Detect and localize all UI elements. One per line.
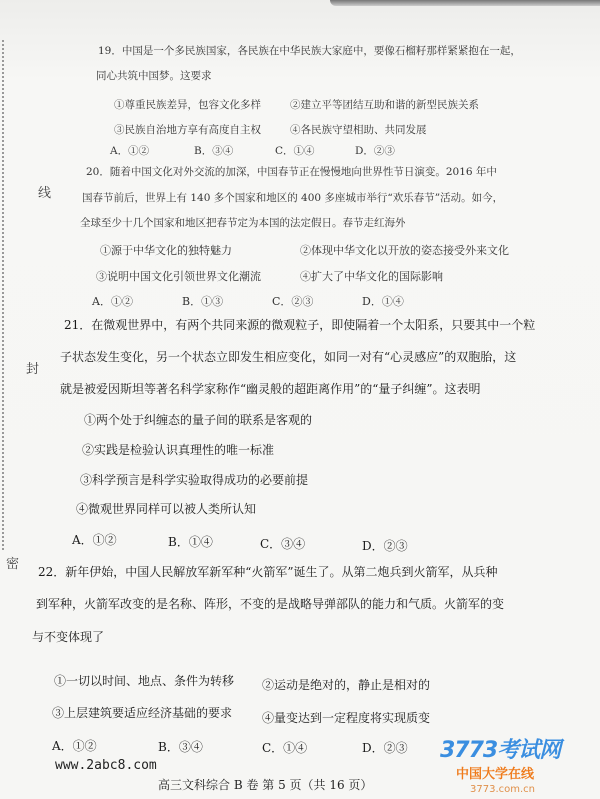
statement: ②体现中华文化以开放的姿态接受外来文化 xyxy=(300,244,509,257)
question-text: 20．随着中国文化对外交流的加深，中国春节正在慢慢地向世界性节日演变。2016 年中 xyxy=(86,166,497,178)
option-a: A．①② xyxy=(110,145,150,157)
question-text: 19．中国是一个多民族国家，各民族在中华民族大家庭中，要像石榴籽那样紧紧抱在一起， xyxy=(98,45,521,57)
question-text: 全球至少十几个国家和地区把春节定为本国的法定假日。春节走红海外 xyxy=(80,217,406,229)
margin-mark-mi: 密 xyxy=(6,557,20,572)
question-text: 到军种，火箭军改变的是名称、阵形，不变的是战略导弹部队的能力和气质。火箭军的变 xyxy=(36,597,505,611)
option-b: B．①③ xyxy=(182,295,224,308)
option-a: A．①② xyxy=(72,533,117,547)
watermark-2abc8: www.2abc8.com xyxy=(55,758,157,773)
statement: ①两个处于纠缠态的量子间的联系是客观的 xyxy=(84,413,313,427)
option-d: D．②③ xyxy=(362,539,408,553)
option-c: C．③④ xyxy=(260,537,306,551)
option-a: A．①② xyxy=(52,739,97,753)
question-text: 22．新年伊始，中国人民解放军新军种“火箭军”诞生了。从第二炮兵到火箭军，从兵种 xyxy=(38,565,498,579)
question-text: 国春节前后，世界上有 140 多个国家和地区的 400 多座城市举行“欢乐春节”活动。如今， xyxy=(82,192,504,204)
question-text: 子状态发生变化，另一个状态立即发生相应变化，如同一对有“心灵感应”的双胞胎，这 xyxy=(60,350,517,364)
statement: ④量变达到一定程度将实现质变 xyxy=(262,711,431,725)
watermark-3773-url: 3773.com.cn xyxy=(470,784,535,795)
statement: ①尊重民族差异，包容文化多样 xyxy=(114,99,261,111)
page-curl-shadow xyxy=(330,0,600,6)
statement: ②运动是绝对的，静止是相对的 xyxy=(262,678,431,692)
option-a: A．①② xyxy=(92,295,133,308)
question-text: 21．在微观世界中，有两个共同来源的微观粒子，即使隔着一个太阳系，只要其中一个粒 xyxy=(64,318,536,332)
option-b: B．①④ xyxy=(168,535,213,549)
page-footer: 高三文科综合 B 卷 第 5 页（共 16 页） xyxy=(158,778,373,792)
statement: ②实践是检验认识真理性的唯一标准 xyxy=(82,443,275,457)
option-c: C．①④ xyxy=(275,145,315,157)
option-d: D．②③ xyxy=(355,145,395,157)
watermark-3773-logo: 3773考试网 xyxy=(440,738,561,763)
binding-dotted-line xyxy=(2,40,4,550)
statement: ③上层建筑要适应经济基础的要求 xyxy=(52,706,233,720)
statement: ②建立平等团结互助和谐的新型民族关系 xyxy=(290,99,479,111)
margin-mark-feng: 封 xyxy=(26,362,40,377)
option-b: B．③④ xyxy=(158,740,203,754)
watermark-3773-subtitle: 中国大学在线 xyxy=(456,767,535,782)
option-c: C．①④ xyxy=(262,741,308,755)
statement: ①源于中华文化的独特魅力 xyxy=(100,244,232,257)
statement: ③科学预言是科学实验取得成功的必要前提 xyxy=(80,473,309,487)
option-c: C．②③ xyxy=(272,295,314,308)
statement: ④扩大了中华文化的国际影响 xyxy=(300,270,443,283)
question-text: 同心共筑中国梦。这要求 xyxy=(96,70,212,82)
option-b: B．③④ xyxy=(194,145,234,157)
statement: ③民族自治地方享有高度自主权 xyxy=(114,124,261,136)
option-d: D．②③ xyxy=(362,741,408,755)
statement: ①一切以时间、地点、条件为转移 xyxy=(54,674,235,688)
statement: ④各民族守望相助、共同发展 xyxy=(290,124,427,136)
question-text: 就是被爱因斯坦等著名科学家称作“幽灵般的超距离作用”的“量子纠缠”。这表明 xyxy=(60,382,481,396)
option-d: D．①④ xyxy=(362,295,404,308)
statement: ④微观世界同样可以被人类所认知 xyxy=(76,502,257,516)
question-text: 与不变体现了 xyxy=(32,630,105,644)
margin-mark-xian: 线 xyxy=(38,186,52,201)
statement: ③说明中国文化引领世界文化潮流 xyxy=(96,270,261,283)
